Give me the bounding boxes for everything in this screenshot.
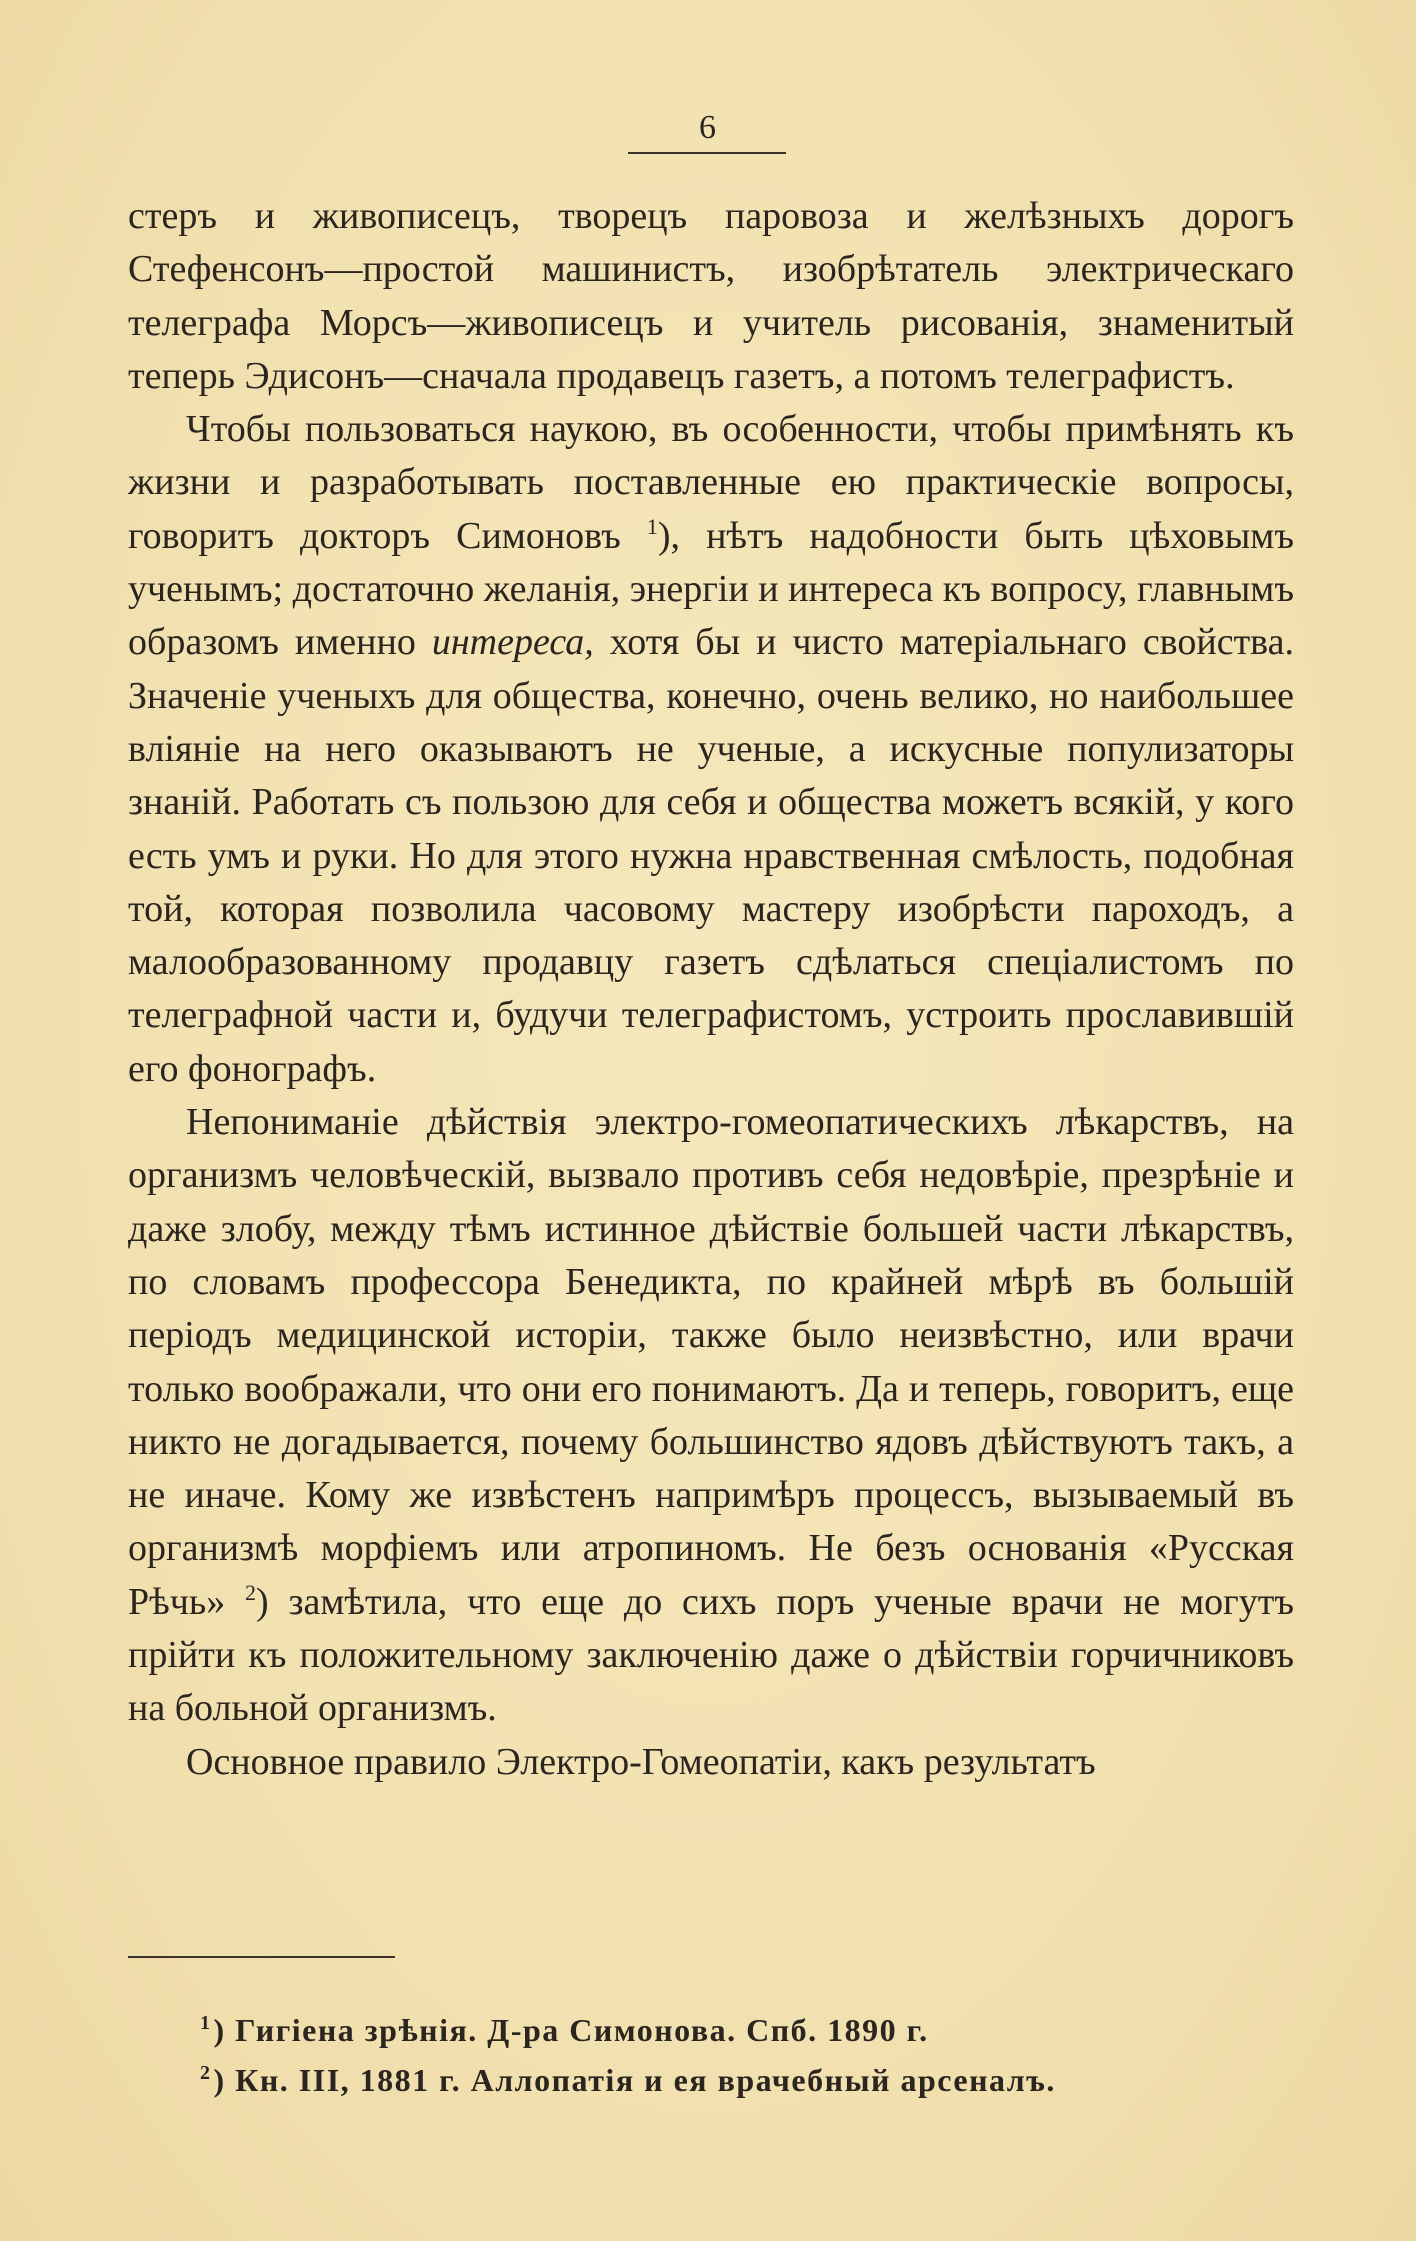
footnotes (200, 2005, 1300, 2105)
footnote-separator (128, 1956, 395, 1958)
emphasis-text: интереса, (431, 621, 594, 664)
paragraph (128, 403, 1294, 1096)
page-number: 6 (699, 109, 717, 146)
footnote-mark: 2 (200, 2062, 212, 2084)
paragraph-text: ), нѣтъ надобности быть цѣховымъ ученымъ; достаточно желанія, энергіи и интереса къ вопросу, главнымъ образомъ именно (128, 514, 1294, 664)
footnote-marker: 2 (245, 1579, 257, 1605)
footnote-text: ) Гигіена зрѣнія. Д-ра Симонова. Спб. 1890 г. (213, 2012, 929, 2048)
paragraph-text: хотя бы и чисто матеріальнаго свойства. Значеніе ученыхъ для общества, конечно, очень велико, но наибольшее вліяніе на него оказываютъ не ученые, а искусные популизаторы знаній. Работать съ пользою для себя и общества можетъ всякій, у кого есть умъ и руки. Но для этого нужна нравственная смѣлость, подобная той, которая позволила часовому мастеру изобрѣсти пароходъ, а малообразованному продавцу газетъ сдѣлаться спеціалистомъ по телеграфной части и, будучи телеграфистомъ, устроить прославившій его фонографъ. (128, 621, 1294, 1090)
body-text (128, 190, 1294, 1789)
page-number-rule (628, 152, 786, 154)
footnote-text: ) Кн. III, 1881 г. Аллопатія и ея врачебный арсеналъ. (213, 2062, 1056, 2098)
paragraph (128, 1736, 1294, 1789)
paragraph-text: Чтобы пользоваться наукою, въ особенности, чтобы примѣнять къ жизни и разработывать поставленные ею практическіе вопросы, говоритъ докторъ Симоновъ (128, 408, 1294, 557)
footnote-mark: 1 (200, 2012, 212, 2034)
paragraph-text: Непониманіе дѣйствія электро-гомеопатическихъ лѣкарствъ, на организмъ человѣческій, вызвало противъ себя недовѣріе, презрѣніе и даже злобу, между тѣмъ истинное дѣйствіе большей части лѣкарствъ, по словамъ профессора Бенедикта, по крайней мѣрѣ въ большій періодъ медицинской исторіи, также было неизвѣстно, или врачи только воображали, что они его понимаютъ. Да и теперь, говоритъ, еще никто не догадывается, почему большинство ядовъ дѣйствуютъ такъ, а не иначе. Кому же извѣстенъ напримѣръ процессъ, вызываемый въ организмѣ морфіемъ или атропиномъ. Не безъ основанія «Русская Рѣчь» (128, 1101, 1294, 1623)
footnote (200, 2055, 1300, 2105)
paragraph-text: стеръ и живописецъ, творецъ паровоза и желѣзныхъ дорогъ Стефенсонъ—простой машинистъ, изобрѣтатель электрическаго телеграфа Морсъ—живописецъ и учитель рисованія, знаменитый теперь Эдисонъ—сначала продавецъ газетъ, а потомъ телеграфистъ. (128, 195, 1294, 397)
paragraph-text: ) замѣтила, что еще до сихъ поръ ученые врачи не могутъ прійти къ положительному заключенію даже о дѣйствіи горчичниковъ на больной организмъ. (128, 1580, 1294, 1730)
footnote (200, 2005, 1300, 2055)
paragraph (128, 190, 1294, 403)
paragraph (128, 1096, 1294, 1736)
footnote-marker: 1 (646, 513, 658, 539)
paragraph-text: Основное правило Электро-Гомеопатіи, какъ результатъ (186, 1740, 1096, 1783)
